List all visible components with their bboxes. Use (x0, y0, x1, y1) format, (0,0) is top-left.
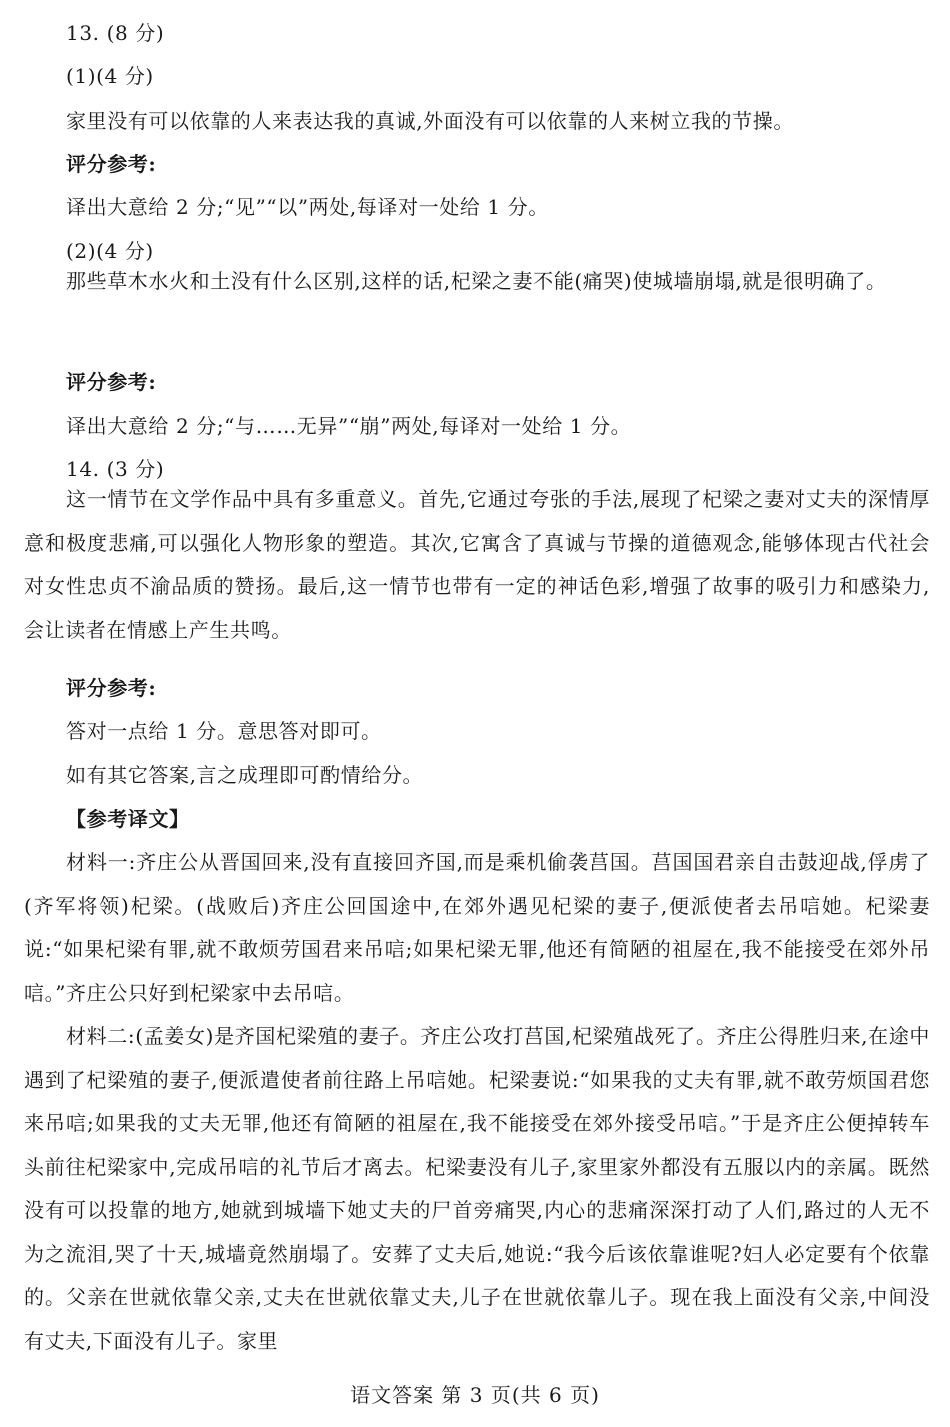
q14-grading-line1: 答对一点给 1 分。意思答对即可。 (66, 719, 382, 743)
q14-answer: 这一情节在文学作品中具有多重意义。首先,它通过夸张的手法,展现了杞梁之妻对丈夫的深情厚意和极度悲痛,可以强化人物形象的塑造。其次,它寓含了真诚与节操的道德观念,能够体现古代社会对女性忠贞不渝品质的赞扬。最后,这一情节也带有一定的神话色彩,增强了故事的吸引力和感染力,会让读者在情感上产生共鸣。 (24, 487, 930, 642)
q13-sub2-grading-title: 评分参考: (66, 370, 157, 394)
q13-sub2-answer: 那些草木水火和土没有什么区别,这样的话,杞梁之妻不能(痛哭)使城墙崩塌,就是很明确了。 (66, 269, 887, 293)
q13-sub1-answer: 家里没有可以依靠的人来表达我的真诚,外面没有可以依靠的人来树立我的节操。 (66, 109, 794, 133)
q13-sub1-grading-title: 评分参考: (66, 152, 157, 176)
translation-title: 【参考译文】 (66, 807, 190, 831)
q13-sub1-label: (1)(4 分) (66, 64, 154, 88)
q13-heading: 13. (8 分) (66, 21, 165, 45)
q13-sub1-grading-text: 译出大意给 2 分;“见”“以”两处,每译对一处给 1 分。 (66, 195, 549, 219)
q14-grading-title: 评分参考: (66, 676, 157, 700)
translation-material1: 材料一:齐庄公从晋国回来,没有直接回齐国,而是乘机偷袭莒国。莒国国君亲自击鼓迎战,俘虏了(齐军将领)杞梁。(战败后)齐庄公回国途中,在郊外遇见杞梁的妻子,便派使者去吊唁她。杞梁妻说:“如果杞梁有罪,就不敢烦劳国君来吊唁;如果杞梁无罪,他还有简陋的祖屋在,我不能接受在郊外吊唁。”齐庄公只好到杞梁家中去吊唁。 (24, 850, 930, 1005)
q14-grading-line2: 如有其它答案,言之成理即可酌情给分。 (66, 763, 424, 787)
translation-material2: 材料二:(孟姜女)是齐国杞梁殖的妻子。齐庄公攻打莒国,杞梁殖战死了。齐庄公得胜归来,在途中遇到了杞梁殖的妻子,便派遣使者前往路上吊唁她。杞梁妻说:“如果我的丈夫有罪,就不敢劳烦国君您来吊唁;如果我的丈夫无罪,他还有简陋的祖屋在,我不能接受在郊外接受吊唁。”于是齐庄公便掉转车头前往杞梁家中,完成吊唁的礼节后才离去。杞梁妻没有儿子,家里家外都没有五服以内的亲属。既然没有可以投靠的地方,她就到城墙下她丈夫的尸首旁痛哭,内心的悲痛深深打动了人们,路过的人无不为之流泪,哭了十天,城墙竟然崩塌了。安葬了丈夫后,她说:“我今后该依靠谁呢?妇人必定要有个依靠的。父亲在世就依靠父亲,丈夫在世就依靠丈夫,儿子在世就依靠儿子。现在我上面没有父亲,中间没有丈夫,下面没有儿子。家里 (24, 1024, 930, 1353)
page-footer: 语文答案 第 3 页(共 6 页) (350, 1383, 600, 1407)
q13-sub2-label: (2)(4 分) (66, 239, 154, 263)
q13-sub2-grading-text: 译出大意给 2 分;“与……无异”“崩”两处,每译对一处给 1 分。 (66, 414, 632, 438)
q14-heading: 14. (3 分) (66, 457, 165, 481)
